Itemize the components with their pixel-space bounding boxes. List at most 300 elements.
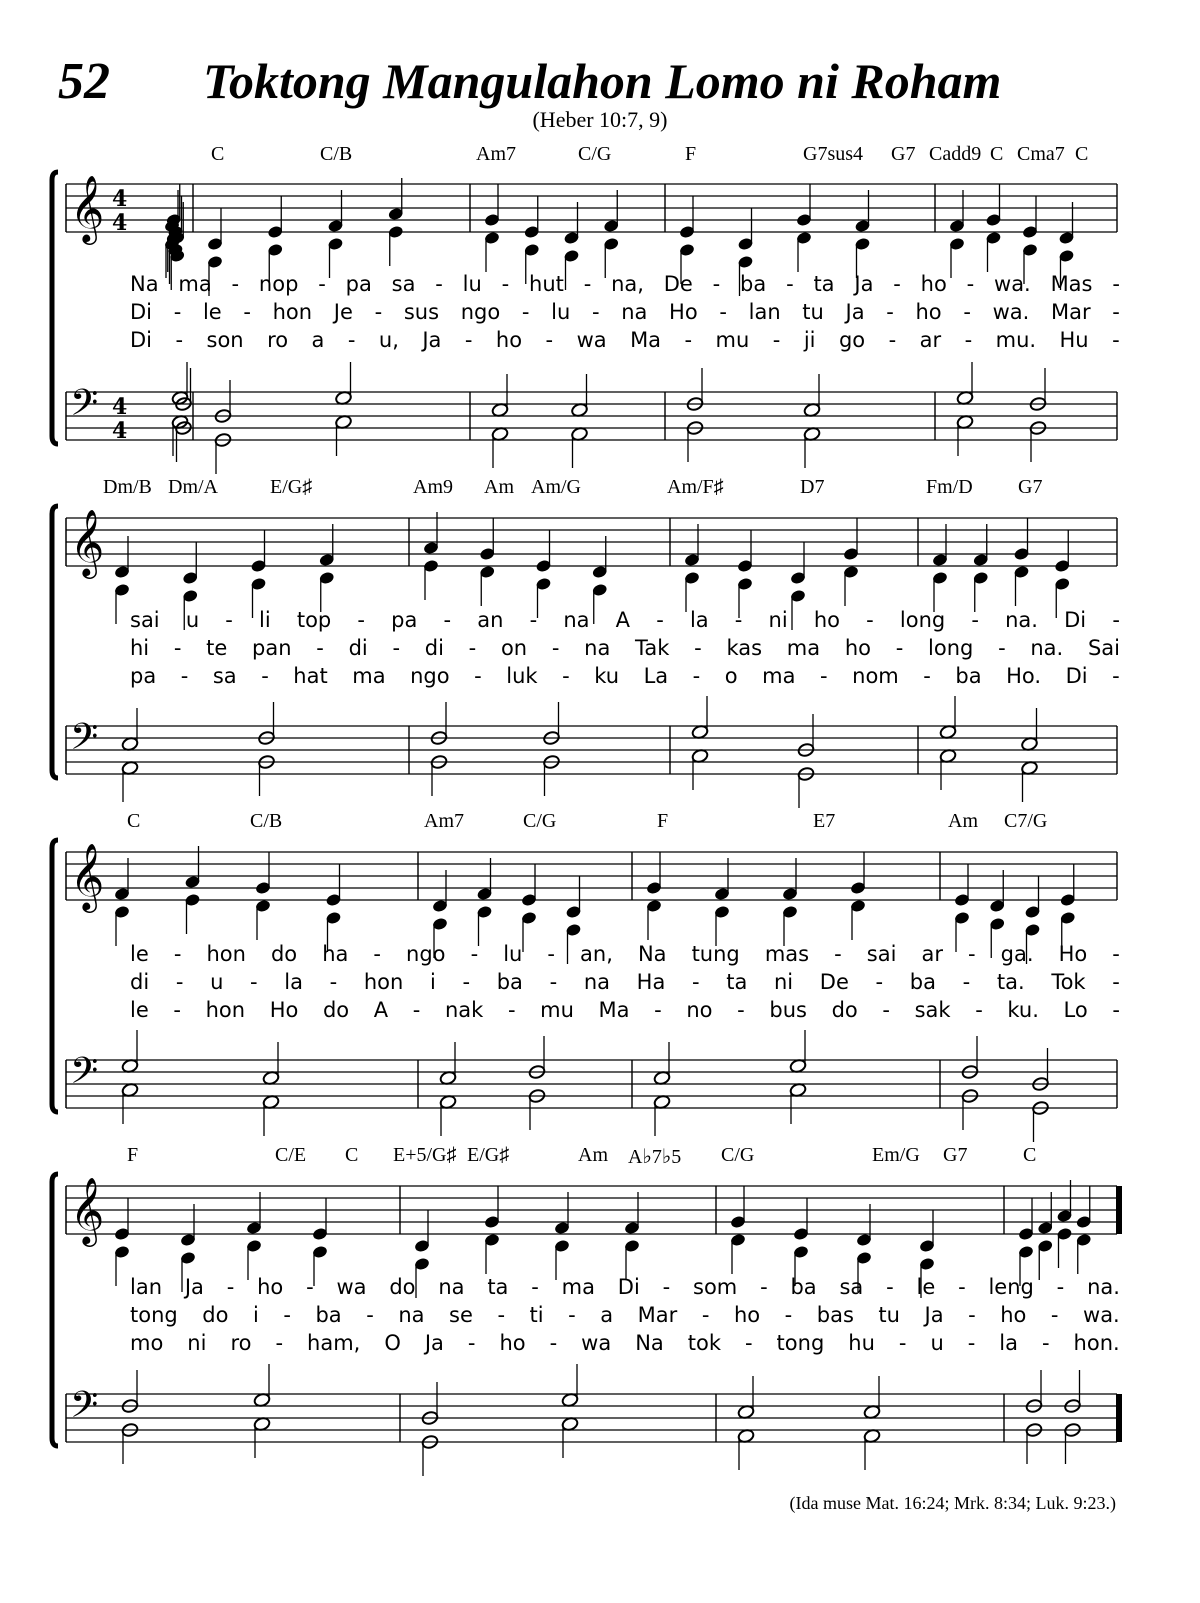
chord-symbol: F: [657, 810, 669, 832]
lyric-syllable: na: [584, 636, 611, 660]
lyric-syllable: som: [693, 1275, 738, 1299]
chord-symbol: Am/G: [531, 476, 581, 498]
lyric-syllable: na.: [1087, 1275, 1120, 1299]
lyric-syllable: an: [477, 608, 504, 632]
bass-clef-icon: 𝄢: [70, 382, 99, 433]
lyric-syllable: nom: [852, 664, 899, 688]
lyric-syllable: -: [173, 998, 181, 1022]
time-signature-bottom: 4: [112, 210, 128, 236]
lyric-syllable: sus: [403, 300, 440, 324]
lyric-syllable: -: [1056, 1275, 1065, 1299]
lyric-syllable: na.: [1005, 608, 1038, 632]
lyric-syllable: O: [384, 1331, 401, 1355]
lyric-syllable: lu: [551, 300, 571, 324]
lyric-syllable: -: [898, 1331, 907, 1355]
system-bracket: [52, 172, 58, 444]
lyric-syllable: -: [180, 664, 189, 688]
lyric-syllable: -: [958, 1275, 966, 1299]
lyric-syllable: do: [389, 1275, 416, 1299]
chord-symbol: C: [345, 1144, 359, 1166]
lyric-syllable: top: [296, 608, 332, 632]
lyric-syllable: ma: [561, 1275, 595, 1299]
lyric-syllable: le: [202, 300, 222, 324]
lyric-syllable: -: [866, 608, 874, 632]
lyric-syllable: Di: [1064, 608, 1087, 632]
lyric-line-verse-3: [130, 664, 1120, 688]
lyric-syllable: di: [130, 970, 150, 994]
lyric-syllable: -: [173, 636, 182, 660]
lyric-syllable: -: [318, 272, 326, 296]
lyric-syllable: -: [474, 664, 482, 688]
lyric-syllable: u: [210, 970, 224, 994]
lyric-syllable: tung: [691, 942, 740, 966]
lyric-syllable: wa.: [1083, 1303, 1120, 1327]
lyric-syllable: ga.: [1000, 942, 1034, 966]
lyric-syllable: -: [529, 608, 538, 632]
lyric-syllable: ar: [919, 328, 942, 352]
lyric-syllable: Na: [635, 1331, 664, 1355]
lyric-syllable: tong: [130, 1303, 178, 1327]
chord-symbol: Dm/B: [103, 476, 152, 498]
lyric-syllable: ta: [487, 1275, 509, 1299]
lyric-syllable: Ma: [630, 328, 662, 352]
lyric-syllable: -: [820, 664, 828, 688]
lyric-syllable: Tak: [635, 636, 670, 660]
lyric-syllable: ho: [257, 1275, 284, 1299]
chord-symbol: D7: [800, 476, 825, 498]
lyric-syllable: -: [963, 300, 971, 324]
lyric-syllable: ta: [813, 272, 835, 296]
lyric-syllable: Na: [130, 272, 159, 296]
chord-symbol: C/G: [578, 143, 612, 165]
lyric-line-verse-2: [130, 1303, 1120, 1327]
lyric-syllable: Ha: [636, 970, 666, 994]
lyric-syllable: Sai: [1087, 636, 1120, 660]
chord-symbol: E+5/G♯: [393, 1144, 457, 1166]
lyric-syllable: kas: [726, 636, 763, 660]
lyric-syllable: Ho: [269, 998, 299, 1022]
lyric-syllable: -: [1112, 942, 1120, 966]
lyric-syllable: Ja: [184, 1275, 204, 1299]
lyric-syllable: hon: [206, 942, 246, 966]
system-bracket: [52, 506, 58, 778]
lyric-syllable: -: [329, 970, 338, 994]
lyric-line-verse-1: [130, 272, 1120, 296]
lyric-syllable: Di: [130, 300, 153, 324]
chord-symbol: E/G♯: [467, 1144, 510, 1166]
lyric-syllable: on: [500, 636, 528, 660]
lyric-syllable: -: [923, 664, 931, 688]
lyric-syllable: -: [366, 1303, 374, 1327]
time-signature-top: 4: [112, 394, 128, 420]
lyric-syllable: hon: [205, 998, 246, 1022]
lyric-syllable: -: [719, 300, 727, 324]
lyric-syllable: na,: [611, 272, 644, 296]
lyric-syllable: u: [185, 608, 200, 632]
lyric-syllable: -: [784, 1303, 793, 1327]
bass-staff: [66, 1384, 1117, 1442]
lyric-syllable: la: [284, 970, 303, 994]
lyric-syllable: ku: [594, 664, 620, 688]
lyric-syllable: Ja: [422, 328, 442, 352]
lyric-syllable: Je: [333, 300, 353, 324]
lyric-syllable: do: [322, 998, 350, 1022]
lyric-syllable: le: [916, 1275, 936, 1299]
lyric-syllable: Mar: [637, 1303, 678, 1327]
lyric-syllable: hon: [363, 970, 404, 994]
lyric-syllable: u,: [378, 328, 399, 352]
lyric-syllable: ba: [740, 272, 767, 296]
lyric-syllable: -: [507, 998, 516, 1022]
lyric-syllable: ho: [733, 1303, 761, 1327]
chord-symbol: E/G♯: [270, 476, 313, 498]
lyric-syllable: lu: [462, 272, 482, 296]
lyric-syllable: sa: [212, 664, 237, 688]
lyric-syllable: -: [306, 1275, 314, 1299]
lyric-syllable: no: [686, 998, 713, 1022]
lyric-syllable: La: [643, 664, 669, 688]
lyric-syllable: Mar: [1051, 300, 1091, 324]
time-signature-bottom: 4: [112, 418, 128, 444]
lyric-syllable: ma: [352, 664, 386, 688]
lyric-syllable: ta: [726, 970, 748, 994]
lyric-syllable: ba: [315, 1303, 342, 1327]
chord-symbol: C: [1023, 1144, 1037, 1166]
lyric-syllable: ar: [921, 942, 943, 966]
lyric-syllable: hu: [848, 1331, 875, 1355]
lyric-syllable: -: [470, 942, 479, 966]
chord-symbol: C/B: [250, 810, 283, 832]
lyric-syllable: -: [895, 636, 904, 660]
lyric-syllable: na: [583, 970, 610, 994]
song-title: Toktong Mangulahon Lomo ni Roham: [203, 53, 1002, 109]
lyric-syllable: li: [259, 608, 271, 632]
treble-clef-icon: 𝄞: [70, 1176, 105, 1244]
chord-symbol: C: [1075, 143, 1089, 165]
lyric-syllable: mo: [130, 1331, 164, 1355]
lyric-syllable: ha: [322, 942, 349, 966]
lyric-line-verse-3: [130, 998, 1120, 1022]
lyric-syllable: -: [1112, 272, 1120, 296]
lyric-syllable: mas: [764, 942, 810, 966]
lyric-syllable: -: [412, 998, 421, 1022]
lyric-syllable: -: [1112, 328, 1120, 352]
lyric-syllable: ma: [178, 272, 212, 296]
lyric-syllable: -: [501, 272, 510, 296]
lyric-syllable: mu: [715, 328, 750, 352]
chord-symbol: Am7: [476, 143, 516, 165]
lyric-syllable: le: [130, 998, 149, 1022]
lyric-syllable: Ja: [845, 300, 865, 324]
lyric-syllable: -: [744, 1331, 753, 1355]
chord-symbol: Dm/A: [168, 476, 218, 498]
lyric-syllable: -: [347, 328, 356, 352]
treble-clef-icon: 𝄞: [70, 508, 105, 576]
lyric-syllable: -: [562, 664, 570, 688]
lyric-syllable: hon.: [1073, 1331, 1120, 1355]
chord-symbol: Am9: [413, 476, 453, 498]
lyric-syllable: -: [551, 636, 560, 660]
lyric-syllable: lan: [130, 1275, 163, 1299]
chord-symbol: Am: [948, 810, 978, 832]
lyric-syllable: -: [737, 998, 745, 1022]
chord-symbol: Am7: [424, 810, 464, 832]
lyric-syllable: -: [357, 608, 365, 632]
lyric-syllable: lu: [503, 942, 523, 966]
lyric-line-verse-3: [130, 1331, 1120, 1355]
lyric-syllable: -: [964, 328, 973, 352]
chord-symbol: G7: [943, 1144, 968, 1166]
lyric-syllable: -: [549, 1331, 558, 1355]
lyric-syllable: -: [226, 1275, 235, 1299]
lyric-syllable: bus: [769, 998, 807, 1022]
lyric-syllable: -: [225, 608, 233, 632]
system-bracket: [52, 1174, 58, 1446]
lyric-syllable: mu.: [995, 328, 1037, 352]
lyric-syllable: ku.: [1007, 998, 1039, 1022]
lyric-syllable: Mas: [1050, 272, 1093, 296]
lyric-syllable: hon: [272, 300, 313, 324]
lyric-syllable: ni: [768, 608, 788, 632]
lyric-syllable: -: [591, 300, 600, 324]
lyric-syllable: Ja: [924, 1303, 944, 1327]
lyric-syllable: Di: [130, 328, 153, 352]
lyric-syllable: -: [283, 1303, 291, 1327]
lyric-syllable: lan: [748, 300, 781, 324]
lyric-syllable: -: [468, 636, 477, 660]
lyric-syllable: ro: [230, 1331, 252, 1355]
lyric-syllable: -: [691, 970, 700, 994]
treble-staff: [66, 1176, 1117, 1247]
final-bar-line: [1116, 1186, 1122, 1234]
lyric-syllable: -: [772, 328, 781, 352]
lyric-syllable: -: [654, 998, 662, 1022]
lyric-syllable: long: [928, 636, 974, 660]
lyric-syllable: Ja: [424, 1331, 444, 1355]
lyric-syllable: na: [621, 300, 648, 324]
lyric-syllable: -: [662, 1275, 671, 1299]
lyric-syllable: la: [689, 608, 709, 632]
lyric-syllable: -: [1050, 1303, 1059, 1327]
lyric-syllable: te: [206, 636, 228, 660]
lyric-syllable: -: [786, 272, 794, 296]
lyric-syllable: pa: [391, 608, 418, 632]
lyric-syllable: Di: [1065, 664, 1088, 688]
lyric-syllable: -: [882, 998, 890, 1022]
lyric-syllable: ma: [786, 636, 821, 660]
lyric-line-verse-2: [130, 300, 1120, 324]
lyric-syllable: -: [834, 942, 842, 966]
chord-symbol: C/E: [275, 1144, 307, 1166]
treble-staff: [66, 174, 1117, 245]
lyric-syllable: ma: [762, 664, 796, 688]
lyric-syllable: pa: [130, 664, 157, 688]
lyric-syllable: -: [760, 1275, 768, 1299]
lyric-syllable: tu: [802, 300, 824, 324]
lyric-syllable: ho: [915, 300, 942, 324]
lyric-syllable: Hu: [1059, 328, 1089, 352]
lyric-syllable: -: [886, 1275, 894, 1299]
lyric-syllable: -: [531, 1275, 539, 1299]
treble-clef-icon: 𝄞: [70, 842, 105, 910]
lyric-syllable: -: [967, 1331, 976, 1355]
lyric-syllable: nop: [258, 272, 299, 296]
lyric-syllable: -: [1112, 998, 1120, 1022]
lyric-syllable: nak: [444, 998, 484, 1022]
lyric-syllable: ngo: [406, 942, 446, 966]
lyric-syllable: De: [663, 272, 693, 296]
song-number: 52: [58, 53, 110, 110]
lyric-syllable: i: [429, 970, 436, 994]
chord-symbol: E7: [813, 810, 836, 832]
lyric-line-verse-2: [130, 970, 1120, 994]
lyric-line-verse-1: [130, 608, 1120, 632]
final-bar-line: [1116, 1394, 1122, 1442]
lyric-syllable: an,: [580, 942, 613, 966]
lyric-syllable: Di: [617, 1275, 640, 1299]
lyric-syllable: -: [545, 328, 554, 352]
lyric-syllable: Ho: [669, 300, 698, 324]
lyric-syllable: ngo: [460, 300, 501, 324]
lyric-syllable: -: [549, 970, 558, 994]
lyric-syllable: luk: [506, 664, 538, 688]
lyric-syllable: la: [999, 1331, 1018, 1355]
lyric-syllable: -: [968, 942, 976, 966]
bass-clef-icon: 𝄢: [70, 1384, 99, 1435]
chord-symbol: C/G: [721, 1144, 755, 1166]
chord-symbol: C: [211, 143, 225, 165]
chord-symbol: Cadd9: [929, 143, 982, 165]
lyric-syllable: o: [724, 664, 738, 688]
lyric-syllable: -: [175, 328, 184, 352]
lyric-syllable: -: [173, 942, 182, 966]
lyric-syllable: na.: [1030, 636, 1064, 660]
bass-staff: [66, 1050, 1117, 1108]
lyric-syllable: De: [819, 970, 849, 994]
chord-symbol: C/G: [523, 810, 557, 832]
treble-staff: [66, 508, 1117, 579]
system-bracket: [52, 840, 58, 1112]
chord-symbol: G7: [891, 143, 916, 165]
lyric-syllable: pan: [252, 636, 292, 660]
chord-symbol: F: [127, 1144, 139, 1166]
chord-symbol: Fm/D: [926, 476, 973, 498]
lyric-syllable: -: [243, 300, 251, 324]
lyric-syllable: Ho: [1058, 942, 1088, 966]
lyric-syllable: -: [435, 272, 443, 296]
lyric-syllable: -: [893, 272, 901, 296]
chord-symbol: Am: [484, 476, 514, 498]
lyric-syllable: -: [231, 272, 240, 296]
lyric-syllable: go: [838, 328, 866, 352]
lyric-syllable: a: [311, 328, 325, 352]
lyric-syllable: Tok: [1051, 970, 1086, 994]
lyric-syllable: ho: [499, 1331, 526, 1355]
bass-clef-icon: 𝄢: [70, 1050, 99, 1101]
chord-symbol: Cma7: [1017, 143, 1065, 165]
lyric-syllable: long: [899, 608, 946, 632]
lyric-syllable: Ho.: [1006, 664, 1042, 688]
lyric-syllable: Ma: [598, 998, 630, 1022]
lyric-syllable: a: [600, 1303, 614, 1327]
lyric-syllable: -: [547, 942, 555, 966]
lyric-syllable: -: [694, 636, 702, 660]
lyric-syllable: na: [398, 1303, 425, 1327]
lyric-syllable: ba: [790, 1275, 817, 1299]
lyric-syllable: do: [202, 1303, 229, 1327]
lyric-syllable: -: [701, 1303, 710, 1327]
lyric-syllable: -: [998, 636, 1006, 660]
lyric-syllable: -: [684, 328, 693, 352]
chord-symbol: C/B: [320, 143, 353, 165]
lyric-syllable: ho: [1000, 1303, 1027, 1327]
lyric-syllable: -: [734, 608, 743, 632]
lyric-syllable: -: [261, 664, 269, 688]
lyric-syllable: -: [275, 1331, 284, 1355]
chord-symbol: C7/G: [1004, 810, 1048, 832]
lyric-syllable: -: [888, 328, 897, 352]
lyric-syllable: sa: [839, 1275, 864, 1299]
lyric-syllable: wa: [581, 1331, 612, 1355]
lyric-syllable: -: [1112, 300, 1120, 324]
lyric-syllable: ba: [955, 664, 982, 688]
chord-symbol: Am/F♯: [667, 476, 724, 498]
lyric-syllable: leng: [988, 1275, 1034, 1299]
lyric-syllable: -: [568, 1303, 576, 1327]
lyric-syllable: ho: [920, 272, 947, 296]
lyric-syllable: pa: [345, 272, 372, 296]
lyric-syllable: di: [348, 636, 368, 660]
lyric-syllable: sai: [130, 608, 160, 632]
lyric-syllable: sak: [914, 998, 951, 1022]
lyric-line-verse-1: [130, 1275, 1120, 1299]
lyric-syllable: -: [1041, 1331, 1050, 1355]
lyric-syllable: son: [206, 328, 244, 352]
lyric-syllable: na: [563, 608, 590, 632]
lyric-syllable: -: [968, 1303, 976, 1327]
chord-symbol: F: [685, 143, 697, 165]
lyric-syllable: hat: [293, 664, 328, 688]
lyric-syllable: wa: [576, 328, 607, 352]
lyric-syllable: u: [930, 1331, 944, 1355]
lyric-syllable: -: [875, 970, 884, 994]
footnote: (Ida muse Mat. 16:24; Mrk. 8:34; Luk. 9:23.): [789, 1493, 1116, 1513]
lyric-syllable: ham,: [307, 1331, 361, 1355]
lyric-syllable: do: [270, 942, 298, 966]
lyric-syllable: ho: [495, 328, 523, 352]
lyric-syllable: ta.: [996, 970, 1025, 994]
bass-clef-icon: 𝄢: [70, 716, 99, 767]
lyric-syllable: -: [250, 970, 258, 994]
lyric-syllable: -: [521, 300, 530, 324]
lyric-syllable: -: [316, 636, 324, 660]
chord-symbol: G7sus4: [803, 143, 864, 165]
lyric-syllable: -: [712, 272, 721, 296]
chord-symbol: C: [990, 143, 1004, 165]
chord-symbol: Am: [578, 1144, 608, 1166]
lyric-syllable: -: [373, 942, 381, 966]
lyric-syllable: -: [962, 970, 971, 994]
lyric-syllable: -: [692, 664, 701, 688]
lyric-syllable: Na: [637, 942, 667, 966]
lyric-syllable: tok: [687, 1331, 721, 1355]
lyric-syllable: -: [173, 300, 182, 324]
lyric-syllable: -: [464, 328, 473, 352]
lyric-syllable: Ja: [854, 272, 874, 296]
lyric-syllable: -: [886, 300, 894, 324]
chord-symbol: A♭7♭5: [628, 1146, 682, 1168]
lyric-syllable: -: [392, 636, 401, 660]
